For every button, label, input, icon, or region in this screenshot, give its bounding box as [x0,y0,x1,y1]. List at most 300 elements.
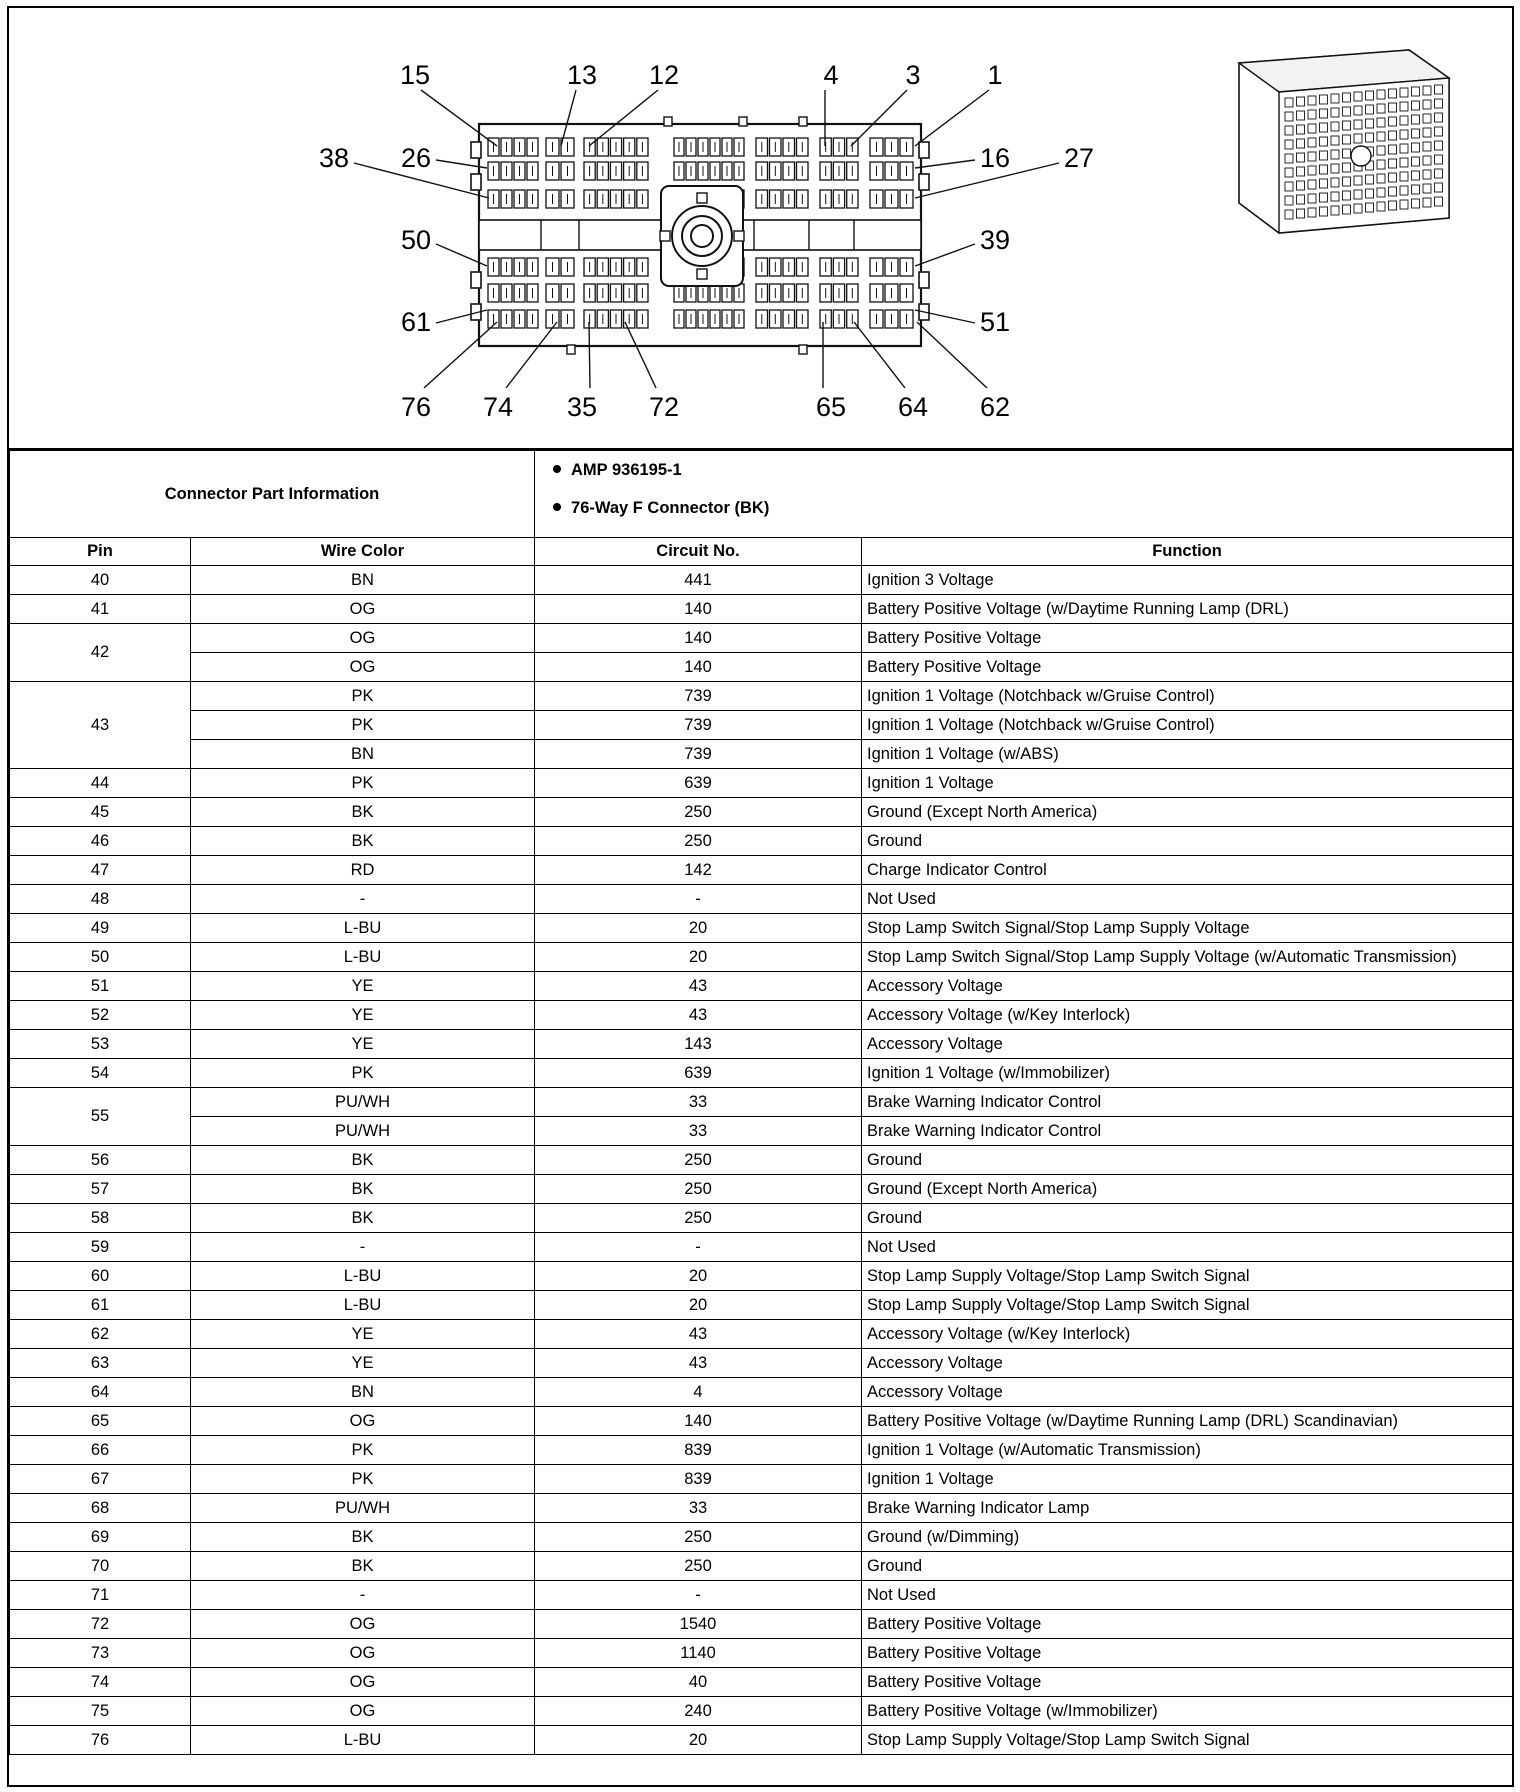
bullet-icon [553,503,561,511]
leader-line [915,90,989,146]
circuit-cell: 43 [535,972,862,1001]
function-cell: Battery Positive Voltage (w/Immobilizer) [862,1697,1513,1726]
wire-color-cell: PK [191,711,535,740]
pin-cell: 69 [10,1523,191,1552]
thumbnail-cavity [1366,119,1374,128]
wire-color-cell: BK [191,1146,535,1175]
thumbnail-cavity [1400,102,1408,111]
table-row [10,1465,1513,1494]
wire-color-cell: - [191,885,535,914]
circuit-cell: - [535,1581,862,1610]
thumbnail-cavity [1297,167,1305,176]
table-row [10,885,1513,914]
pin-cell: 75 [10,1697,191,1726]
table-row [10,1146,1513,1175]
boss-key [734,231,744,241]
pin-cell: 55 [10,1088,191,1146]
thumbnail-cavity [1400,158,1408,167]
thumbnail-cavity [1412,199,1420,208]
leader-line [421,90,497,146]
table-row [10,1233,1513,1262]
wire-color-cell: BK [191,798,535,827]
thumbnail-cavity [1343,177,1351,186]
wire-color-cell: PK [191,682,535,711]
pin-number-label: 72 [648,392,680,422]
function-cell: Stop Lamp Supply Voltage/Stop Lamp Switch Signal [862,1726,1513,1755]
thumbnail-cavity [1320,95,1328,104]
wire-color-cell: BN [191,740,535,769]
header-pin: Pin [10,538,191,566]
thumbnail-cavity [1343,191,1351,200]
pin-cell: 46 [10,827,191,856]
thumbnail-cavity [1389,131,1397,140]
wire-color-cell: OG [191,1697,535,1726]
thumbnail-cavity [1366,91,1374,100]
table-row [10,798,1513,827]
table-row [10,595,1513,624]
function-cell: Ground (Except North America) [862,1175,1513,1204]
thumbnail-cavity [1320,137,1328,146]
table-row [10,1204,1513,1233]
wire-color-cell: OG [191,653,535,682]
function-cell: Ignition 1 Voltage (Notchback w/Gruise Control) [862,711,1513,740]
thumbnail-cavity [1331,178,1339,187]
pin-number-label: 76 [400,392,432,422]
thumbnail-cavity [1331,122,1339,131]
thumbnail-cavity [1377,202,1385,211]
wire-color-cell: L-BU [191,1726,535,1755]
thumbnail-cavity [1423,184,1431,193]
table-row [10,1668,1513,1697]
circuit-cell: 250 [535,1146,862,1175]
connector-info-item: AMP 936195-1 [553,461,1512,499]
circuit-cell: 250 [535,1175,862,1204]
function-cell: Battery Positive Voltage [862,1610,1513,1639]
wire-color-cell: PU/WH [191,1494,535,1523]
wire-color-cell: YE [191,1320,535,1349]
housing-tab [799,117,807,126]
circuit-cell: 739 [535,740,862,769]
pin-number-label: 74 [482,392,514,422]
thumbnail-cavity [1366,133,1374,142]
table-row [10,827,1513,856]
header-circuit-no: Circuit No. [535,538,862,566]
thumbnail-cavity [1366,105,1374,114]
housing-tab [664,117,672,126]
housing-latch [919,142,929,158]
thumbnail-cavity [1412,185,1420,194]
circuit-cell: 43 [535,1349,862,1378]
pin-cell: 67 [10,1465,191,1494]
table-row [10,1610,1513,1639]
circuit-cell: 43 [535,1320,862,1349]
function-cell: Stop Lamp Switch Signal/Stop Lamp Supply Voltage [862,914,1513,943]
circuit-cell: 250 [535,1523,862,1552]
table-row [10,1378,1513,1407]
function-cell: Ground [862,1552,1513,1581]
thumbnail-cavity [1400,144,1408,153]
table-header-row [10,538,1513,566]
pin-cell: 68 [10,1494,191,1523]
table-row [10,856,1513,885]
function-cell: Charge Indicator Control [862,856,1513,885]
thumbnail-cavity [1320,123,1328,132]
thumbnail-cavity [1400,172,1408,181]
boss-key [660,231,670,241]
thumbnail-cavity [1435,197,1443,206]
function-cell: Accessory Voltage (w/Key Interlock) [862,1001,1513,1030]
thumbnail-cavity [1308,166,1316,175]
header-function: Function [862,538,1513,566]
thumbnail-cavity [1389,117,1397,126]
pin-cell: 53 [10,1030,191,1059]
thumbnail-cavity [1331,192,1339,201]
pin-cell: 73 [10,1639,191,1668]
thumbnail-cavity [1308,96,1316,105]
housing-latch [919,174,929,190]
connector-face-drawing [9,8,1512,450]
wire-color-cell: BK [191,827,535,856]
wire-color-cell: OG [191,1610,535,1639]
pin-cell: 63 [10,1349,191,1378]
wire-color-cell: PU/WH [191,1117,535,1146]
thumbnail-cavity [1435,169,1443,178]
thumbnail-cavity [1377,160,1385,169]
wire-color-cell: OG [191,1668,535,1697]
wire-color-cell: L-BU [191,1291,535,1320]
circuit-cell: 4 [535,1378,862,1407]
thumbnail-cavity [1308,124,1316,133]
circuit-cell: 739 [535,682,862,711]
thumbnail-cavity [1377,118,1385,127]
pin-number-label: 61 [400,307,432,337]
thumbnail-cavity [1400,116,1408,125]
thumbnail-cavity [1308,138,1316,147]
wire-color-cell: PK [191,1465,535,1494]
thumbnail-cavity [1331,136,1339,145]
pin-number-label: 3 [905,60,921,90]
table-row [10,1523,1513,1552]
table-row [10,1059,1513,1088]
table-row [10,1494,1513,1523]
wire-color-cell: - [191,1233,535,1262]
thumbnail-cavity [1435,183,1443,192]
thumbnail-cavity [1320,109,1328,118]
thumbnail-cavity [1423,198,1431,207]
wire-color-cell: RD [191,856,535,885]
thumbnail-cavity [1354,106,1362,115]
housing-latch [919,272,929,288]
circuit-cell: 33 [535,1117,862,1146]
wire-color-cell: PK [191,1436,535,1465]
thumbnail-cavity [1308,208,1316,217]
table-row [10,566,1513,595]
table-row [10,1291,1513,1320]
thumbnail-cavity [1354,204,1362,213]
wire-color-cell: BK [191,1523,535,1552]
wire-color-cell: YE [191,972,535,1001]
pin-cell: 49 [10,914,191,943]
pin-number-label: 16 [979,143,1011,173]
pin-number-label: 35 [566,392,598,422]
thumbnail-cavity [1423,86,1431,95]
leader-line [915,160,975,168]
circuit-cell: 43 [535,1001,862,1030]
thumbnail-cavity [1297,111,1305,120]
pin-cell: 64 [10,1378,191,1407]
table-row [10,1349,1513,1378]
thumbnail-cavity [1423,128,1431,137]
function-cell: Accessory Voltage [862,1030,1513,1059]
circuit-cell: 1140 [535,1639,862,1668]
pin-cell: 48 [10,885,191,914]
pin-number-label: 64 [897,392,929,422]
circuit-cell: 639 [535,769,862,798]
thumbnail-cavity [1308,180,1316,189]
circuit-cell: 20 [535,914,862,943]
thumbnail-cavity [1389,145,1397,154]
thumbnail-cavity [1377,132,1385,141]
function-cell: Stop Lamp Switch Signal/Stop Lamp Supply Voltage (w/Automatic Transmission) [862,943,1513,972]
circuit-cell: 20 [535,1262,862,1291]
circuit-cell: 40 [535,1668,862,1697]
thumbnail-cavity [1285,182,1293,191]
thumbnail-cavity [1331,150,1339,159]
wire-color-cell: YE [191,1030,535,1059]
pin-cell: 76 [10,1726,191,1755]
function-cell: Battery Positive Voltage [862,624,1513,653]
thumbnail-cavity [1389,89,1397,98]
thumbnail-cavity [1297,153,1305,162]
table-row [10,1117,1513,1146]
thumbnail-cavity [1308,194,1316,203]
pin-cell: 54 [10,1059,191,1088]
table-row [10,914,1513,943]
thumbnail-cavity [1285,168,1293,177]
circuit-cell: 739 [535,711,862,740]
thumbnail-cavity [1389,201,1397,210]
thumbnail-cavity [1285,98,1293,107]
function-cell: Battery Positive Voltage (w/Daytime Running Lamp (DRL) [862,595,1513,624]
thumbnail-cavity [1297,209,1305,218]
pin-number-label: 12 [648,60,680,90]
thumbnail-cavity [1285,112,1293,121]
pin-number-label: 62 [979,392,1011,422]
table-row [10,1436,1513,1465]
function-cell: Accessory Voltage [862,1378,1513,1407]
function-cell: Accessory Voltage [862,972,1513,1001]
pin-number-label: 26 [400,143,432,173]
function-cell: Brake Warning Indicator Lamp [862,1494,1513,1523]
wire-color-cell: OG [191,1639,535,1668]
housing-latch [471,142,481,158]
pin-cell: 50 [10,943,191,972]
pin-cell: 71 [10,1581,191,1610]
table-row [10,1726,1513,1755]
pin-cell: 74 [10,1668,191,1697]
function-cell: Ground [862,827,1513,856]
circuit-cell: - [535,1233,862,1262]
wire-color-cell: YE [191,1349,535,1378]
circuit-cell: 240 [535,1697,862,1726]
pin-number-label: 39 [979,225,1011,255]
table-row [10,769,1513,798]
circuit-cell: 839 [535,1465,862,1494]
thumbnail-cavity [1320,193,1328,202]
table-row [10,653,1513,682]
thumbnail-cavity [1285,210,1293,219]
circuit-cell: 839 [535,1436,862,1465]
table-row [10,1088,1513,1117]
circuit-cell: 33 [535,1494,862,1523]
connector-info-item: 76-Way F Connector (BK) [553,499,1512,537]
function-cell: Brake Warning Indicator Control [862,1088,1513,1117]
function-cell: Ground (w/Dimming) [862,1523,1513,1552]
thumbnail-cavity [1331,108,1339,117]
circuit-cell: 33 [535,1088,862,1117]
thumbnail-cavity [1377,146,1385,155]
table-row [10,1697,1513,1726]
table-row [10,624,1513,653]
function-cell: Not Used [862,885,1513,914]
thumbnail-cavity [1423,156,1431,165]
function-cell: Ground (Except North America) [862,798,1513,827]
pin-cell: 61 [10,1291,191,1320]
function-cell: Ignition 3 Voltage [862,566,1513,595]
leader-line [915,244,975,266]
circuit-cell: 140 [535,624,862,653]
thumbnail-cavity [1412,115,1420,124]
circuit-cell: 142 [535,856,862,885]
function-cell: Ignition 1 Voltage (w/Immobilizer) [862,1059,1513,1088]
thumbnail-cavity [1389,103,1397,112]
thumbnail-cavity [1435,113,1443,122]
thumbnail-cavity [1354,92,1362,101]
table-row [10,1175,1513,1204]
thumbnail-cavity [1366,203,1374,212]
pin-cell: 58 [10,1204,191,1233]
function-cell: Ignition 1 Voltage [862,1465,1513,1494]
pin-number-label: 13 [566,60,598,90]
wire-color-cell: BK [191,1552,535,1581]
thumbnail-cavity [1423,170,1431,179]
thumbnail-cavity [1400,130,1408,139]
table-row [10,1262,1513,1291]
thumbnail-cavity [1435,99,1443,108]
circuit-cell: 250 [535,827,862,856]
thumbnail-cavity [1343,135,1351,144]
thumbnail-cavity [1320,179,1328,188]
circuit-cell: 140 [535,653,862,682]
circuit-cell: 140 [535,1407,862,1436]
pin-number-label: 15 [399,60,431,90]
wire-color-cell: BN [191,566,535,595]
thumbnail-cavity [1343,107,1351,116]
table-row [10,1030,1513,1059]
thumbnail-cavity [1400,88,1408,97]
table-row [10,1639,1513,1668]
thumbnail-cavity [1389,187,1397,196]
leader-line [589,322,590,388]
thumbnail-cavity [1308,152,1316,161]
circuit-cell: 20 [535,1291,862,1320]
pin-cell: 66 [10,1436,191,1465]
pin-cell: 56 [10,1146,191,1175]
function-cell: Ignition 1 Voltage (w/ABS) [862,740,1513,769]
pin-cell: 51 [10,972,191,1001]
pin-cell: 57 [10,1175,191,1204]
thumbnail-cavity [1412,87,1420,96]
thumbnail-bolt [1351,146,1371,166]
function-cell: Not Used [862,1233,1513,1262]
pin-number-label: 4 [823,60,839,90]
thumbnail-cavity [1285,196,1293,205]
thumbnail-cavity [1354,176,1362,185]
circuit-cell: 250 [535,1552,862,1581]
thumbnail-cavity [1297,195,1305,204]
thumbnail-cavity [1297,125,1305,134]
thumbnail-cavity [1377,104,1385,113]
wire-color-cell: YE [191,1001,535,1030]
pin-cell: 44 [10,769,191,798]
function-cell: Accessory Voltage (w/Key Interlock) [862,1320,1513,1349]
thumbnail-cavity [1435,141,1443,150]
table-row [10,943,1513,972]
pin-cell: 72 [10,1610,191,1639]
thumbnail-cavity [1400,186,1408,195]
boss-key [697,193,707,203]
thumbnail-cavity [1343,163,1351,172]
thumbnail-cavity [1331,94,1339,103]
connector-info-label: Connector Part Information [10,451,535,538]
thumbnail-cavity [1285,126,1293,135]
thumbnail-cavity [1435,155,1443,164]
center-bolt-inner [691,225,713,247]
thumbnail-cavity [1412,143,1420,152]
thumbnail-cavity [1320,151,1328,160]
circuit-cell: 1540 [535,1610,862,1639]
leader-line [424,322,497,388]
table-row [10,682,1513,711]
wire-color-cell: BK [191,1175,535,1204]
wire-color-cell: PU/WH [191,1088,535,1117]
thumbnail-cavity [1423,114,1431,123]
thumbnail-cavity [1435,85,1443,94]
connector-sheet [7,6,1514,1787]
housing-tab [567,345,575,354]
table-row [10,1552,1513,1581]
pin-cell: 59 [10,1233,191,1262]
table-row [10,1001,1513,1030]
pin-cell: 43 [10,682,191,769]
thumbnail-cavity [1331,164,1339,173]
pinout-table [9,450,1513,1755]
function-cell: Ignition 1 Voltage [862,769,1513,798]
connector-info-row [10,451,1513,538]
pin-cell: 62 [10,1320,191,1349]
table-row [10,1581,1513,1610]
thumbnail-cavity [1297,97,1305,106]
table-row [10,1407,1513,1436]
housing-latch [471,174,481,190]
function-cell: Accessory Voltage [862,1349,1513,1378]
bullet-icon [553,465,561,473]
thumbnail-cavity [1412,157,1420,166]
pin-number-label: 27 [1063,143,1095,173]
function-cell: Stop Lamp Supply Voltage/Stop Lamp Switch Signal [862,1262,1513,1291]
thumbnail-cavity [1285,154,1293,163]
thumbnail-cavity [1343,121,1351,130]
